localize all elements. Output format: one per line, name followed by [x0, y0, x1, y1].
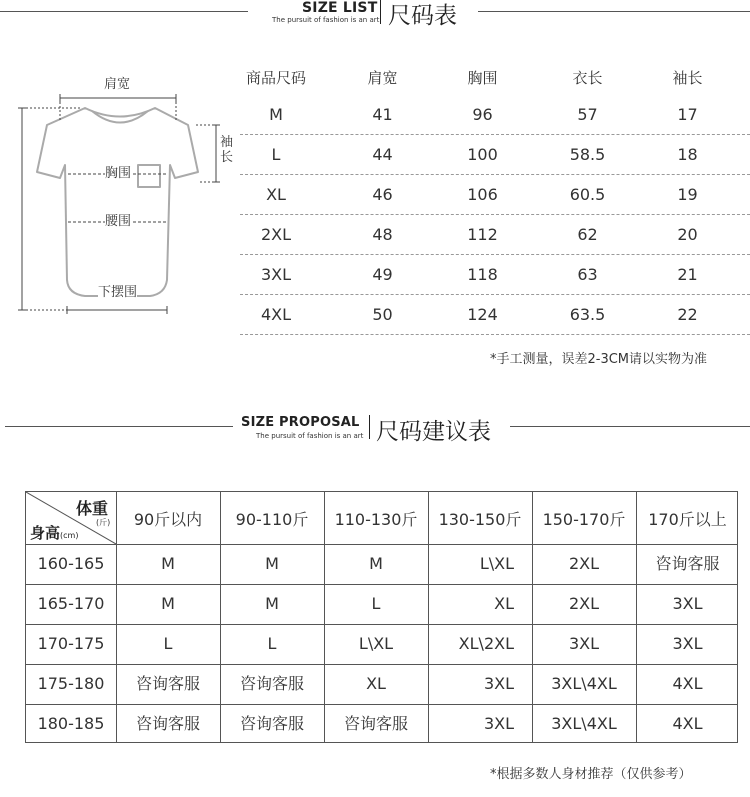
- size-suggestion-cell: 2XL: [568, 594, 600, 613]
- header-divider: [380, 0, 381, 24]
- chest-label: 胸围: [105, 166, 132, 181]
- size-cell: 41: [372, 105, 393, 124]
- size-table-row: [240, 255, 750, 295]
- size-cell: 4XL: [260, 305, 292, 324]
- size-table-row: [240, 175, 750, 215]
- size-suggestion-cell: 3XL: [672, 634, 703, 653]
- size-suggestion-cell: 咨询客服: [239, 714, 304, 733]
- size-header-cell: 肩宽: [367, 69, 398, 87]
- size-table-header-row: [240, 58, 750, 98]
- header-rule-left: [5, 426, 233, 427]
- size-suggestion-cell: L\XL: [479, 554, 514, 573]
- size-suggestion-cell: 3XL: [483, 714, 514, 733]
- size-table-row: [240, 295, 750, 335]
- size-cell: 63: [577, 265, 598, 284]
- size-table-row: [240, 95, 750, 135]
- size-cell: 112: [467, 225, 498, 244]
- waist-label: 腰围: [105, 214, 132, 229]
- size-cell: 118: [467, 265, 498, 284]
- size-suggestion-cell: 咨询客服: [135, 674, 200, 693]
- weight-axis-label: 体重: [76, 499, 109, 518]
- tshirt-pocket: [138, 165, 160, 187]
- shoulder-label: 肩宽: [104, 77, 131, 92]
- size-suggestion-cell: 咨询客服: [655, 554, 720, 573]
- size-suggestion-cell: 咨询客服: [343, 714, 408, 733]
- size-suggestion-cell: M: [265, 594, 279, 613]
- size-list-note: *手工测量，误差2-3CM请以实物为准: [490, 352, 708, 367]
- size-proposal-table: [25, 491, 738, 743]
- tshirt-outline: [37, 108, 198, 296]
- size-suggestion-cell: 3XL: [568, 634, 600, 653]
- size-suggestion-cell: XL\2XL: [458, 634, 514, 653]
- size-suggestion-cell: XL: [494, 594, 514, 613]
- size-suggestion-cell: 3XL\4XL: [551, 714, 617, 733]
- size-cell: 106: [467, 185, 498, 204]
- size-proposal-header: [0, 413, 750, 443]
- size-suggestion-cell: 2XL: [568, 554, 600, 573]
- size-table-row: [240, 135, 750, 175]
- height-cell: 165-170: [37, 594, 105, 613]
- size-cell: 49: [372, 265, 393, 284]
- sleeve-label: 袖长: [220, 135, 234, 165]
- size-list-title-en: SIZE LIST: [302, 0, 378, 16]
- height-axis-text: 身高: [30, 524, 61, 542]
- header-divider: [369, 415, 370, 439]
- size-list-subtitle: The pursuit of fashion is an art: [272, 16, 380, 24]
- size-cell: XL: [266, 185, 286, 204]
- size-cell: 20: [677, 225, 698, 244]
- size-proposal-subtitle: The pursuit of fashion is an art: [256, 432, 364, 440]
- size-list-header: [0, 0, 750, 30]
- size-cell: M: [269, 105, 283, 124]
- height-cell: 180-185: [37, 714, 105, 733]
- size-proposal-note: *根据多数人身材推荐（仅供参考）: [490, 767, 692, 782]
- size-cell: 3XL: [260, 265, 292, 284]
- size-cell: 50: [372, 305, 393, 324]
- size-suggestion-cell: L: [163, 634, 173, 653]
- size-proposal-title-zh: 尺码建议表: [376, 419, 491, 445]
- weight-unit-label: (斤): [96, 518, 111, 527]
- size-cell: 19: [677, 185, 698, 204]
- size-cell: 22: [677, 305, 698, 324]
- height-cell: 175-180: [37, 674, 105, 693]
- size-header-cell: 商品尺码: [245, 69, 306, 87]
- weight-header-cell: 90斤以内: [133, 510, 203, 529]
- size-suggestion-cell: 咨询客服: [239, 674, 304, 693]
- size-cell: 62: [577, 225, 598, 244]
- size-suggestion-cell: 4XL: [672, 674, 703, 693]
- size-cell: 124: [467, 305, 498, 324]
- size-cell: 60.5: [569, 185, 606, 204]
- size-list-title-zh: 尺码表: [388, 3, 457, 29]
- tshirt-diagram: [10, 70, 240, 320]
- size-suggestion-cell: L: [371, 594, 381, 613]
- weight-header-cell: 150-170斤: [542, 510, 626, 529]
- height-unit-label: (cm): [60, 531, 79, 540]
- weight-header-cell: 90-110斤: [235, 510, 309, 529]
- size-header-cell: 袖长: [672, 69, 703, 87]
- header-rule-left: [0, 11, 248, 12]
- size-suggestion-cell: 3XL\4XL: [551, 674, 617, 693]
- hem-label: 下摆围: [98, 285, 138, 300]
- size-header-cell: 衣长: [572, 69, 603, 87]
- size-proposal-title-en: SIZE PROPOSAL: [241, 415, 360, 430]
- height-cell: 170-175: [37, 634, 105, 653]
- height-axis-label: [30, 522, 78, 543]
- size-cell: 17: [677, 105, 698, 124]
- size-cell: 100: [467, 145, 498, 164]
- size-suggestion-cell: M: [161, 554, 175, 573]
- size-table-row: [240, 215, 750, 255]
- size-suggestion-cell: XL: [366, 674, 386, 693]
- size-suggestion-cell: 咨询客服: [135, 714, 200, 733]
- size-cell: 46: [372, 185, 393, 204]
- header-rule-right: [478, 11, 750, 12]
- weight-header-cell: 130-150斤: [438, 510, 522, 529]
- size-suggestion-cell: M: [369, 554, 383, 573]
- size-cell: 48: [372, 225, 393, 244]
- weight-header-cell: 170斤以上: [648, 510, 727, 529]
- size-suggestion-cell: L: [267, 634, 277, 653]
- size-cell: L: [271, 145, 281, 164]
- size-cell: 21: [677, 265, 698, 284]
- size-cell: 63.5: [569, 305, 606, 324]
- size-cell: 2XL: [260, 225, 292, 244]
- size-suggestion-cell: M: [161, 594, 175, 613]
- size-cell: 18: [677, 145, 698, 164]
- size-suggestion-cell: M: [265, 554, 279, 573]
- size-cell: 44: [372, 145, 393, 164]
- size-header-cell: 胸围: [467, 69, 498, 87]
- header-rule-right: [510, 426, 750, 427]
- size-cell: 96: [472, 105, 493, 124]
- row-divider: [240, 334, 750, 335]
- size-suggestion-cell: 3XL: [483, 674, 514, 693]
- size-suggestion-cell: 3XL: [672, 594, 703, 613]
- height-cell: 160-165: [37, 554, 105, 573]
- size-suggestion-cell: L\XL: [358, 634, 394, 653]
- weight-header-cell: 110-130斤: [334, 510, 418, 529]
- size-suggestion-cell: 4XL: [672, 714, 703, 733]
- size-cell: 57: [577, 105, 598, 124]
- size-cell: 58.5: [569, 145, 606, 164]
